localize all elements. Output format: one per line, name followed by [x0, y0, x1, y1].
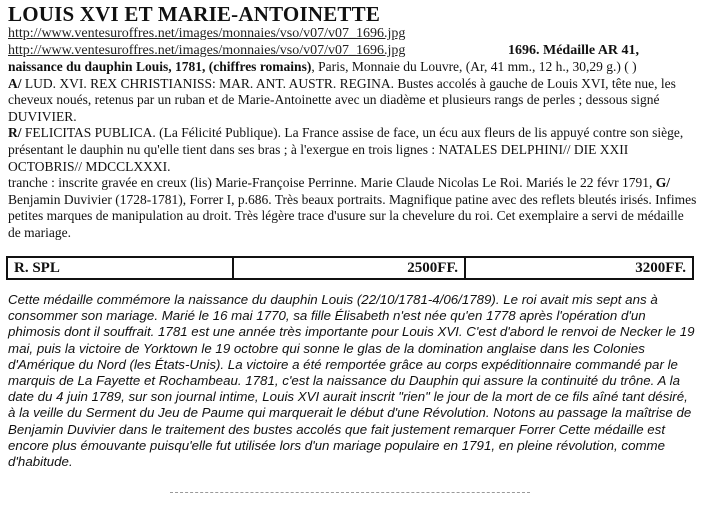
- lot-description: [8, 59, 698, 242]
- commentary-paragraph: Cette médaille commémore la naissance du dauphin Louis (22/10/1781-4/06/1789). Le roi avait mis sept ans à consommer son mariage. Marié le 16 mai 1770, sa fille Élisabeth n'est née qu'en 1778 après l'opération d'un phimosis dont il souffrait. 1781 est une année très importante pour Louis XVI. C'est d'abord le renvoi de Necker le 19 mai, puis la victoire de Yorktown le 19 octobre qui sonne le glas de la domination anglaise dans les Colonies d'Amérique du Nord (les États-Unis). La victoire a été remportée grâce au corps expéditionnaire commandé par le marquis de La Fayette et Rochambeau. 1781, c'est la naissance du Dauphin qui assure la continuité du trône. A la date du 4 juin 1789, sur son journal intime, Louis XVI aurait inscrit "rien" le jour de la mort de ce fils aîné tant désiré, à la veille du Serment du Jeu de Paume qui marquerait le début d'une Révolution. Notons au passage la maîtrise de Benjamin Duvivier dans le traitement des bustes accolés que fait justement remarquer Forrer Cette médaille est encore plus émouvante puisqu'elle fut utilisée lors d'un mariage populaire en 1791, en pleine révolution, comme d'habitude.: [8, 292, 695, 470]
- edge-text-b: Benjamin Duvivier (1728-1781), Forrer I, p.686. Très beaux portraits. Magnifique patine avec des reflets bleutés irisés. Infimes petites marques de manipulation au droit. Très légère trace d'usure sur la chevelure du roi. Cet exemplaire a servi de médaille de mariage.: [8, 191, 697, 240]
- edge-text-a: tranche : inscrite gravée en creux (lis) Marie-Françoise Perrinne. Marie Claude Nicolas Le Roi. Mariés le 22 févr 1791,: [8, 175, 656, 191]
- grade-cell: R. SPL: [8, 258, 234, 278]
- lot-header: 1696. Médaille AR 41,: [508, 43, 640, 58]
- lot-specs: , Paris, Monnaie du Louvre, (Ar, 41 mm., 12 h., 30,29 g.) ( ): [311, 59, 637, 74]
- reverse-text: FELICITAS PUBLICA. (La Félicité Publique). La France assise de face, un écu aux fleurs de lis appuyé contre son siège, présentant le dauphin nu qu'elle tient dans ses bras ; à l'exergue en trois lignes : NATALES DELPHINI// DIE XXII OCTOBRIS// MDCCLXXXI.: [8, 125, 684, 174]
- reverse-paragraph: [8, 125, 698, 175]
- reverse-label: R/: [8, 125, 22, 141]
- edge-label: G/: [655, 175, 671, 191]
- obverse-label: A/: [8, 75, 22, 91]
- realized-cell: 3200FF.: [635, 259, 686, 276]
- obverse-text: LUD. XVI. REX CHRISTIANISS: MAR. ANT. AUSTR. REGINA. Bustes accolés à gauche de Louis XVI, tête nue, les cheveux noués, retenus par un ruban et de Marie-Antoinette avec un diadème et plusieurs rangs de perles ; dessous signé DUVIVIER.: [8, 75, 676, 124]
- price-table: [6, 256, 694, 280]
- estimate-cell: 2500FF.: [234, 258, 466, 278]
- obverse-paragraph: [8, 76, 698, 126]
- image-link-2[interactable]: http://www.ventesuroffres.net/images/monnaies/vso/v07/v07_1696.jpg: [8, 43, 406, 58]
- edge-paragraph: [8, 175, 698, 241]
- lot-title-line: [8, 59, 698, 76]
- image-link-1[interactable]: http://www.ventesuroffres.net/images/monnaies/vso/v07/v07_1696.jpg: [8, 26, 406, 41]
- page-title: LOUIS XVI ET MARIE-ANTOINETTE: [8, 2, 381, 26]
- lot-subject: naissance du dauphin Louis, 1781, (chiffres romains): [8, 59, 312, 74]
- footer-divider: [170, 492, 530, 493]
